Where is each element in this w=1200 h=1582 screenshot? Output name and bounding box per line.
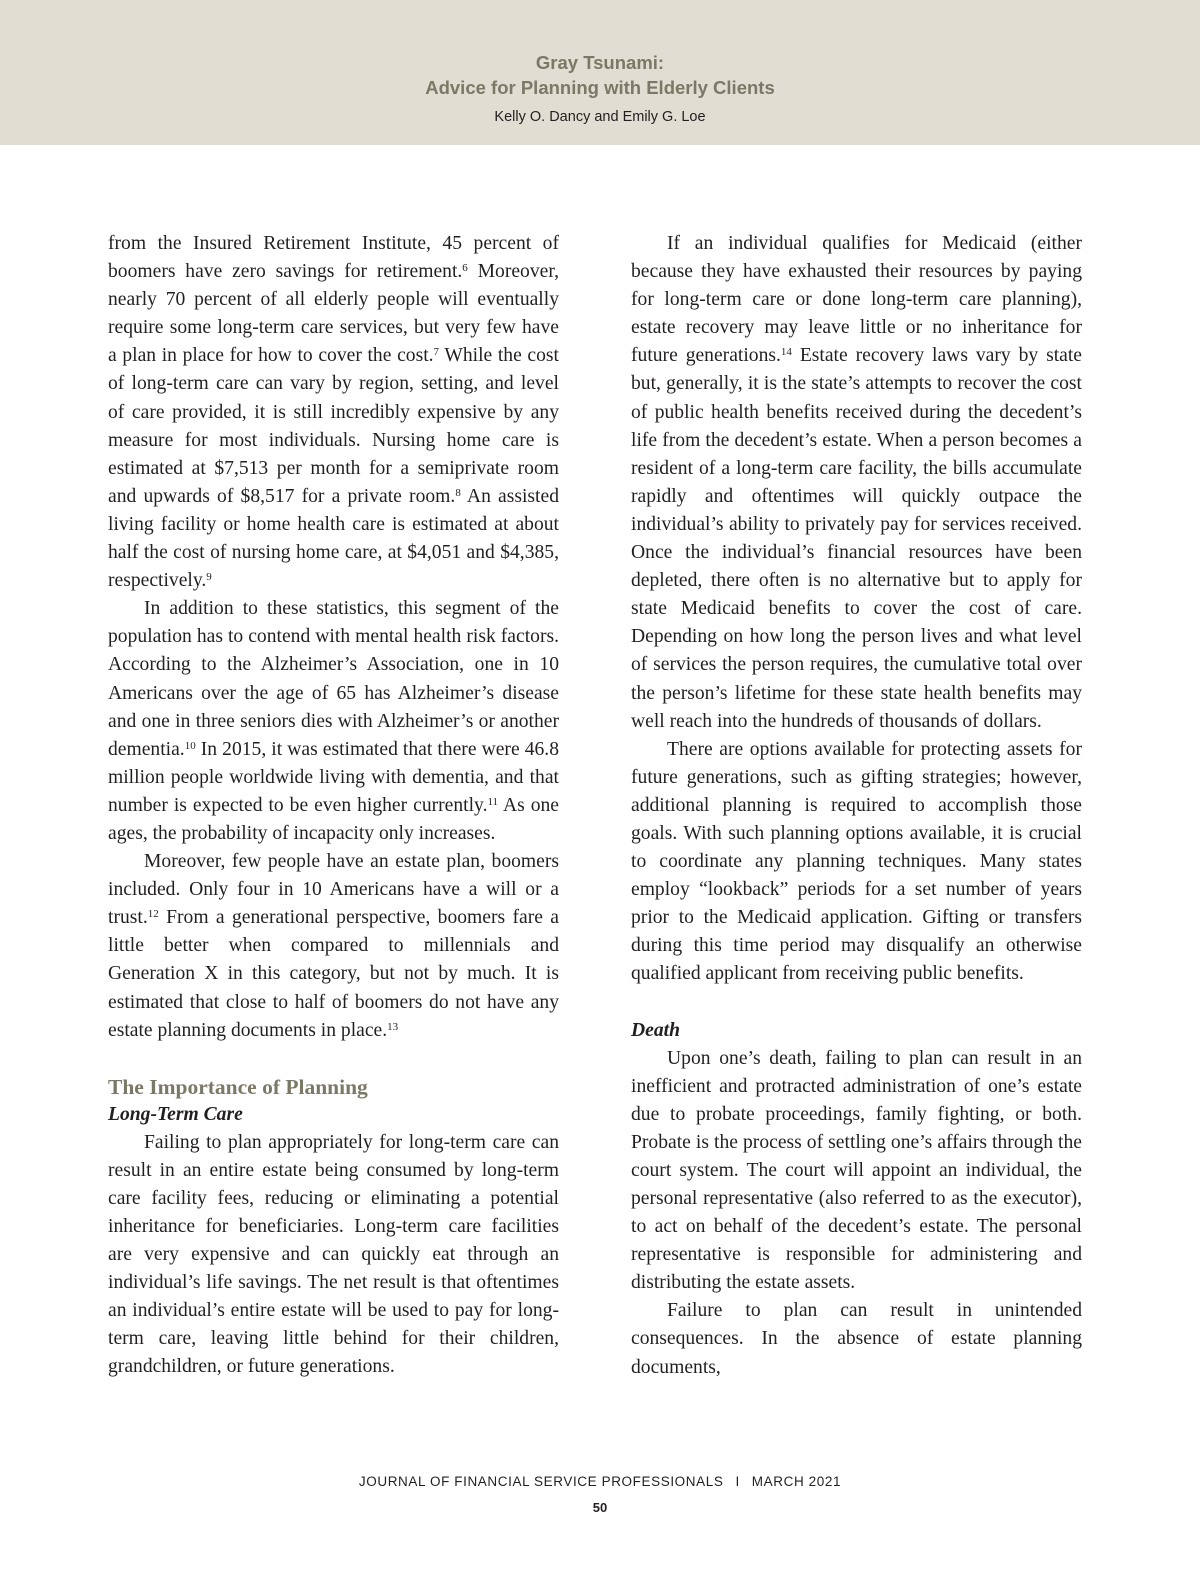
subheading-long-term-care: Long-Term Care [108,1103,243,1125]
text-run: from the Insured Retirement Institute, 45 percent of boomers have zero savings for retirement. [108,233,559,283]
paragraph [108,848,559,1045]
issue-date: MARCH 2021 [751,1474,842,1489]
text-run: From a generational perspective, boomers fare a little better when compared to millennials and Generation X in this category, but not by much. It is estimated that close to half of boomers do not have any estate planning documents in place. [108,907,559,1041]
text-run: Moreover, nearly 70 percent of all elderly people will eventually require some long-term care services, but very few have a plan in place for how to cover the cost. [108,261,559,367]
running-footer [0,1474,1200,1489]
text-run: An assisted living facility or home health care is estimated at about half the cost of nursing home care, at $4,051 and $4,385, respectively. [108,485,559,592]
footnote-ref: 8 [455,486,461,499]
subheading-death: Death [631,1019,680,1041]
paragraph [631,230,1082,736]
section-heading: The Importance of Planning [108,1074,368,1099]
paragraph: Failure to plan can result in unintended consequences. In the absence of estate planning documents, [631,1300,1082,1378]
footnote-ref: 6 [462,262,468,275]
text-run: In addition to these statistics, this segment of the population has to contend with mental health risk factors. According to the Alzheimer’s Association, one in 10 Americans over the age of 65 has Alzheimer’s disease and one in three seniors dies with Alzheimer’s or another dementia. [108,598,559,760]
journal-name: JOURNAL OF FINANCIAL SERVICE PROFESSIONALS [358,1474,724,1489]
text-run: If an individual qualifies for Medicaid (either because they have exhausted their resources by paying for long-term care or done long-term care planning), estate recovery may leave little or no inheritance for future generations. [631,233,1082,367]
footnote-ref: 9 [206,571,212,584]
text-run: Moreover, few people have an estate plan, boomers included. Only four in 10 Americans have a will or a trust. [108,851,559,929]
paragraph: Failing to plan appropriately for long-term care can result in an entire estate being consumed by long-term care facility fees, reducing or eliminating a potential inheritance for beneficiaries. Long-term care facilities are very expensive and can quickly eat through an individual’s life savings. The net result is that oftentimes an individual’s entire estate will be used to pay for long-term care, leaving little behind for their children, grandchildren, or future generations. [108,1131,559,1378]
page-number: 50 [592,1500,608,1515]
footnote-ref: 12 [147,908,159,921]
left-column [108,230,559,1382]
footnote-ref: 7 [433,346,440,359]
footnote-ref: 11 [487,795,499,808]
footnote-ref: 13 [387,1020,399,1033]
text-run: While the cost of long-term care can vary by region, setting, and level of care provided, it is still incredibly expensive by any measure for most individuals. Nursing home care is estimated at $7,513 per month for a semiprivate room and upwards of $8,517 for a private room. [108,345,559,507]
footer-separator: I [735,1474,740,1489]
article-title-line1: Gray Tsunami: [535,52,665,73]
footnote-ref: 14 [780,346,792,359]
paragraph: Upon one’s death, failing to plan can result in an inefficient and protracted administration of one’s estate due to probate proceedings, family fighting, or both. Probate is the process of settling one’s affairs through the court system. The court will appoint an individual, the personal representative (also referred to as the executor), to act on behalf of the decedent’s estate. The personal representative is responsible for administering and distributing the estate assets. [631,1047,1082,1294]
right-column [631,230,1082,1382]
text-run: Estate recovery laws vary by state but, generally, it is the state’s attempts to recover the cost of public health benefits received during the decedent’s life from the decedent’s estate. When a person becomes a resident of a long-term care facility, the bills accumulate rapidly and oftentimes will quickly outpace the individual’s ability to privately pay for services received. Once the individual’s financial resources have been depleted, there often is no alternative but to apply for state Medicaid benefits to cover the cost of care. Depending on how long the person lives and what level of services the person requires, the cumulative total over the person’s lifetime for these state health benefits may well reach into the hundreds of thousands of dollars. [631,345,1082,732]
paragraph [108,595,559,848]
article-title-line2: Advice for Planning with Elderly Clients [425,77,775,98]
paragraph [108,230,559,595]
text-run: In 2015, it was estimated that there were 46.8 million people worldwide living with dementia, and that number is expected to be even higher currently. [108,738,559,816]
paragraph: There are options available for protecting assets for future generations, such as gifting strategies; however, additional planning is required to accomplish those goals. With such planning options available, it is crucial to coordinate any planning techniques. Many states employ “lookback” periods for a set number of years prior to the Medicaid application. Gifting or transfers during this time period may disqualify an otherwise qualified applicant from receiving public benefits. [631,738,1082,985]
footnote-ref: 10 [184,739,196,752]
article-authors: Kelly O. Dancy and Emily G. Loe [494,109,706,125]
running-header [0,0,1200,145]
text-run: As one ages, the probability of incapacity only increases. [108,794,559,844]
